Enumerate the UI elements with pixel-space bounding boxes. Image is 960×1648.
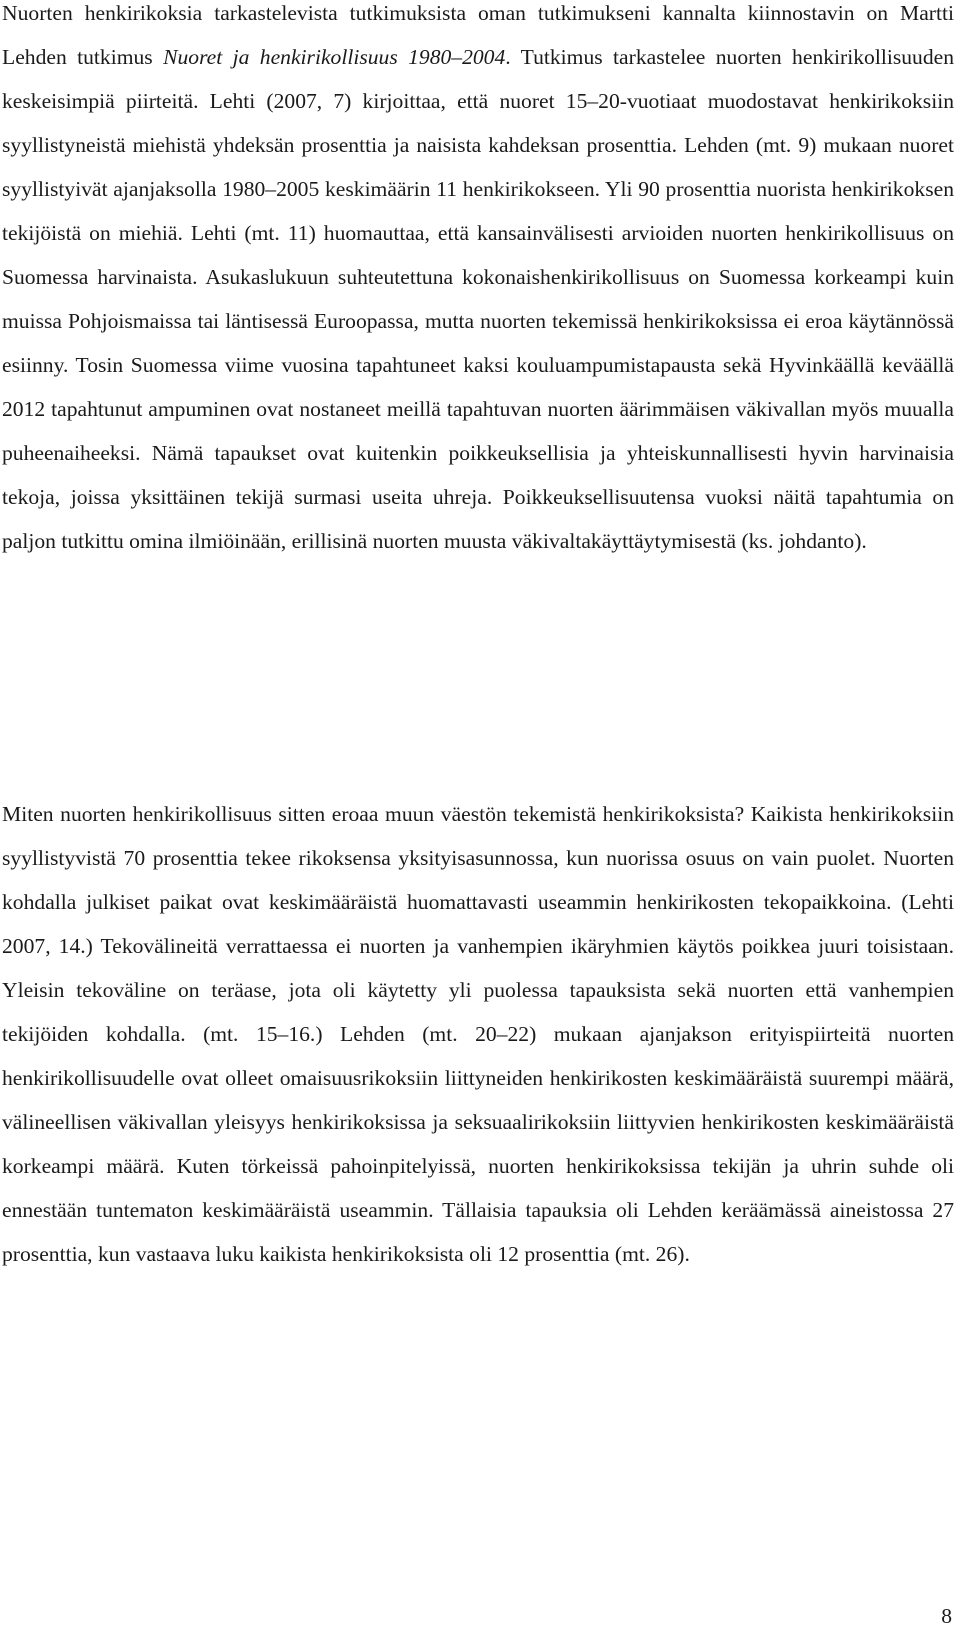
paragraph-1-intro-text: Nuorten henkirikoksia tarkastelevista tutkimuksista oman tutkimukseni kannalta kiinnostavin on Martti Lehden tutkimus	[2, 1, 954, 69]
paragraph-1-body-text: . Tutkimus tarkastelee nuorten henkirikollisuuden keskeisimpiä piirteitä. Lehti (2007, 7) kirjoittaa, että nuoret 15–20-vuotiaat muodostavat henkirikoksiin syyllistyneistä miehistä yhdeksän prosenttia ja naisista kahdeksan prosenttia. Lehden (mt. 9) mukaan nuoret syyllistyivät ajanjaksolla 1980–2005 keskimäärin 11 henkirikokseen. Yli 90 prosenttia nuorista henkirikoksen tekijöistä on miehiä. Lehti (mt. 11) huomauttaa, että kansainvälisesti arvioiden nuorten henkirikollisuus on Suomessa harvinaista. Asukaslukuun suhteutettuna kokonaishenkirikollisuus on Suomessa korkeampi kuin muissa Pohjoismaissa tai läntisessä Euroopassa, mutta nuorten tekemissä henkirikoksissa ei eroa käytännössä esiinny. Tosin Suomessa viime vuosina tapahtuneet kaksi kouluampumistapausta sekä Hyvinkäällä keväällä 2012 tapahtunut ampuminen ovat nostaneet meillä tapahtuvan nuorten äärimmäisen väkivallan myös muualla puheenaiheeksi. Nämä tapaukset ovat kuitenkin poikkeuksellisia ja yhteiskunnallisesti hyvin harvinaisia tekoja, joissa yksittäinen tekijä surmasi useita uhreja. Poikkeuksellisuutensa vuoksi näitä tapahtumia on paljon tutkittu omina ilmiöinään, erillisinä nuorten muusta väkivaltakäyttäytymisestä (ks. johdanto).	[2, 45, 954, 553]
page-number: 8	[941, 1604, 952, 1628]
paragraph-youth-homicide-research	[2, 0, 954, 563]
book-title: Nuoret ja henkirikollisuus 1980–2004	[163, 45, 506, 69]
paragraph-youth-vs-population: Miten nuorten henkirikollisuus sitten eroaa muun väestön tekemistä henkirikoksista? Kaikista henkirikoksiin syyllistyvistä 70 prosenttia tekee rikoksensa yksityisasunnossa, kun nuorissa osuus on vain puolet. Nuorten kohdalla julkiset paikat ovat keskimääräistä huomattavasti useammin henkirikosten tekopaikkoina. (Lehti 2007, 14.) Tekovälineitä verrattaessa ei nuorten ja vanhempien ikäryhmien käytös poikkea juuri toisistaan. Yleisin tekoväline on teräase, jota oli käytetty yli puolessa tapauksista sekä nuorten että vanhempien tekijöiden kohdalla. (mt. 15–16.) Lehden (mt. 20–22) mukaan ajanjakson erityispiirteitä nuorten henkirikollisuudelle ovat olleet omaisuusrikoksiin liittyneiden henkirikosten keskimääräistä suurempi määrä, välineellisen väkivallan yleisyys henkirikoksissa ja seksuaalirikoksiin liittyvien henkirikosten keskimääräistä korkeampi määrä. Kuten törkeissä pahoinpitelyissä, nuorten henkirikoksissa tekijän ja uhrin suhde oli ennestään tuntematon keskimääräistä useammin. Tällaisia tapauksia oli Lehden keräämässä aineistossa 27 prosenttia, kun vastaava luku kaikista henkirikoksista oli 12 prosenttia (mt. 26).	[2, 802, 954, 1266]
